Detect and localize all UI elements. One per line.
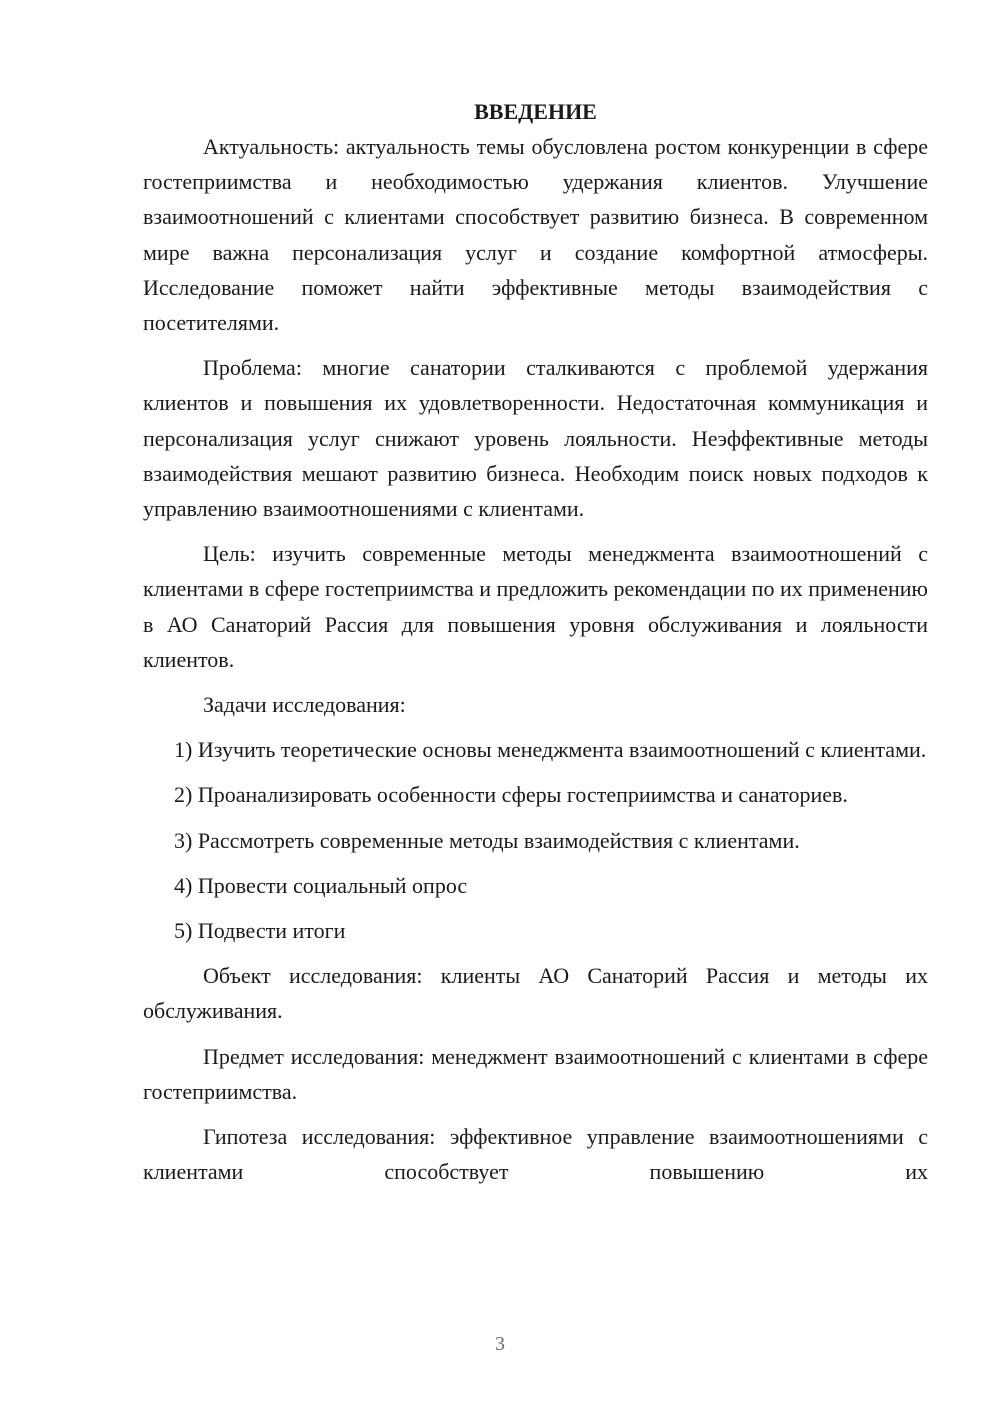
relevance-paragraph: Актуальность: актуальность темы обусловлена ростом конкуренции в сфере гостеприимства и необходимостью удержания клиентов. Улучшение взаимоотношений с клиентами способствует развитию бизнеса. В современном мире важна персонализация услуг и создание комфортной атмосферы. Исследование поможет найти эффективные методы взаимодействия с посетителями. bbox=[143, 134, 928, 336]
problem-paragraph: Проблема: многие санатории сталкиваются с проблемой удержания клиентов и повышения их удовлетворенности. Недостаточная коммуникация и персонализация услуг снижают уровень лояльности. Неэффективные методы взаимодействия мешают развитию бизнеса. Необходим поиск новых подходов к управлению взаимоотношениями с клиентами. bbox=[143, 355, 928, 522]
task-item-2: 2) Проанализировать особенности сферы гостеприимства и санаториев. bbox=[174, 782, 848, 808]
task-item-1: 1) Изучить теоретические основы менеджмента взаимоотношений с клиентами. bbox=[174, 737, 927, 763]
goal-paragraph: Цель: изучить современные методы менеджмента взаимоотношений с клиентами в сфере гостеприимства и предложить рекомендации по их применению в АО Санаторий Рассия для повышения уровня обслуживания и лояльности клиентов. bbox=[143, 541, 928, 672]
task-item-4: 4) Провести социальный опрос bbox=[174, 872, 468, 898]
subject-paragraph: Предмет исследования: менеджмент взаимоотношений с клиентами в сфере гостеприимства. bbox=[143, 1043, 928, 1104]
section-heading: ВВЕДЕНИЕ bbox=[474, 99, 597, 124]
object-paragraph: Объект исследования: клиенты АО Санаторий Рассия и методы их обслуживания. bbox=[143, 963, 928, 1024]
hypothesis-paragraph: Гипотеза исследования: эффективное управление взаимоотношениями с клиентами способствует повышению их bbox=[143, 1124, 928, 1185]
task-item-5: 5) Подвести итоги bbox=[174, 918, 346, 944]
task-item-3: 3) Рассмотреть современные методы взаимодействия с клиентами. bbox=[174, 827, 800, 853]
document-body bbox=[143, 94, 928, 1189]
page-number: 3 bbox=[495, 1333, 505, 1355]
tasks-heading: Задачи исследования: bbox=[203, 692, 406, 718]
